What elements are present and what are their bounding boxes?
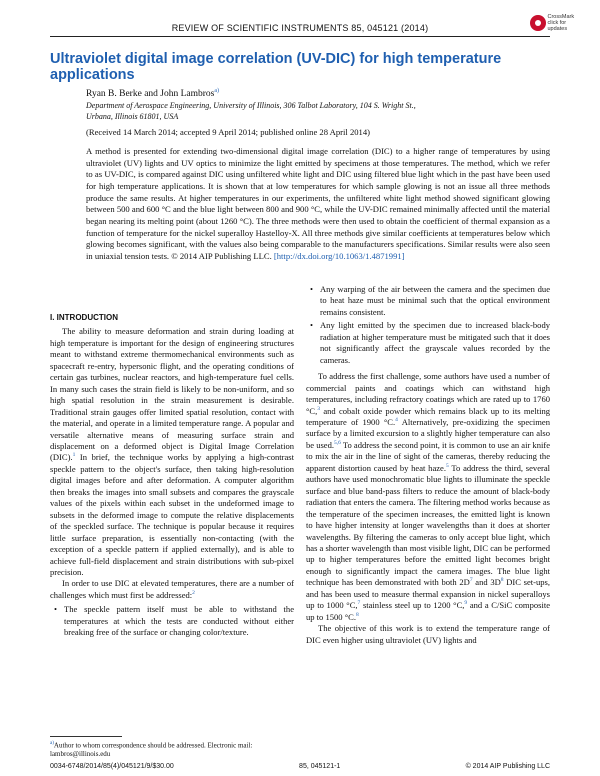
section-heading: I. INTRODUCTION [50, 313, 118, 322]
citation-ref[interactable]: 5,6 [334, 440, 341, 447]
citation-ref[interactable]: 8 [355, 611, 359, 618]
challenge-item-1: • The speckle pattern itself must be able to withstand the temperatures at which the tests are conducted without either breaking free of the surface or changing color/texture. [64, 604, 294, 638]
p3-b: and cobalt oxide powder which remains black up to its melting temperature of 1900 °C. [306, 405, 550, 427]
author-list [86, 88, 219, 99]
citation-ref[interactable]: 8 [500, 577, 504, 584]
intro-p2-text: In order to use DIC at elevated temperatures, there are a number of challenges which must first be addressed: [50, 578, 294, 600]
challenge-item-3: • Any light emitted by the specimen due to increased black-body radiation at higher temperature must be mitigated such that it does not significantly affect the grayscale values recorded by the cameras. [320, 320, 550, 366]
p3-g: DIC set-ups, and has been used to measure thermal expansion in nickel superalloys up to 1000 °C, [306, 577, 551, 611]
footnote-rule [50, 736, 122, 737]
citation-ref[interactable]: 5 [445, 462, 449, 469]
citation-ref[interactable]: 7 [357, 600, 361, 607]
right-column [306, 284, 550, 646]
affiliation-line2: Urbana, Illinois 61801, USA [86, 112, 179, 121]
p3-e: To address the third, several authors have used monochromatic blue lights to illuminate the speckle surface and blue band-pass filters to reduce the amount of black-body radiation that enters the camera. The filtering method works because as the temperature of the specimen increases, the emitted light is known to have higher intensity at longer wavelengths than it does at shorter wavelengths. By filtering the cameras to only accept blue light, which has a shorter wavelength than most visible light, DIC can be performed up to higher temperatures before the emitted light becomes bright enough to significantly impact the camera images. The blue light technique has been demonstrated with both 2D [306, 462, 550, 588]
footer-page-number: 85, 045121-1 [299, 763, 341, 770]
crossmark-icon [530, 15, 546, 31]
intro-paragraph-3 [306, 371, 550, 623]
page-footer [50, 763, 550, 770]
header-rule [50, 36, 550, 37]
crossmark-badge[interactable] [530, 12, 586, 34]
challenge-list-continued [306, 284, 550, 366]
doi-link[interactable]: [http://dx.doi.org/10.1063/1.4871991] [273, 250, 405, 261]
citation-ref[interactable]: 1 [72, 452, 76, 459]
intro-p1-cont: In brief, the technique works by applying a high-contrast speckle pattern to the object's surface, then taking high-resolution digital images before and after deformation. A computer algorithm then breaks the images into small subsets and compares the grayscale values of the pixels within each subset in the undeformed image to subsets in the deformed image to compute the relative displacements of the speckled surface. The technique is popular because it requires little surface preparation, is essentially non-contacting (with the exception of a speckle pattern if applied externally), and is able to achieve full-field displacement and strain distributions with sub-pixel precision. [50, 452, 294, 577]
author-footnote-mark[interactable]: a) [214, 88, 220, 94]
affiliation [86, 100, 536, 122]
left-column [50, 312, 294, 642]
intro-p1-text: The ability to measure deformation and strain during loading at high temperature is important for the design of engineering structures meant to withstand extreme thermomechanical environments such as spacecraft re-entry, hypersonic flight, and the operating conditions of certain gas turbines, nuclear reactors, and high-temperature fuel cells. In many such cases the strain field is likely to be non-uniform, and so high spatial resolution in the strain measurement is desirable. Traditional strain gauges offer limited spatial resolution, contact with the material, and operate in a limited temperature range. A popular and versatile alternative means of measuring surface strain and displacement on a deformed object is Digital Image Correlation (DIC). [50, 326, 294, 463]
footnote-text: Author to whom correspondence should be addressed. Electronic mail: lambros@illinois.edu [50, 741, 253, 759]
publication-dates: (Received 14 March 2014; accepted 9 April 2014; published online 28 April 2014) [86, 127, 371, 137]
footnote-mark: a) [50, 741, 54, 746]
crossmark-label [548, 14, 587, 32]
abstract-text: A method is presented for extending two-dimensional digital image correlation (DIC) to a higher range of temperatures by using ultraviolet (UV) lights and UV optics to minimize the light emitted by specimens at those temperatures. The method, which we refer to as UV-DIC, is compared against DIC using unfiltered white light and DIC using filtered blue light which in the past have been used for high temperature applications. It is shown that at low temperatures for which sample glowing is not an issue all three methods produce the same results. At higher temperatures in our experiments, the unfiltered white light method showed significant glowing between 500 and 600 °C and the blue light between 800 and 900 °C, while the UV-DIC remained minimally affected until the material began nearing its melting point (about 1260 °C). The three methods were then used to obtain the coefficient of thermal expansion as a function of temperature for the nickel superalloy Hastelloy-X. All three methods give similar coefficients at temperatures below which glowing becomes significant, with the values also being comparable to the manufacturers specifications. Similar results were also seen in uniaxial tension tests. © 2014 AIP Publishing LLC. [86, 146, 550, 261]
intro-paragraph-4: The objective of this work is to extend the temperature range of DIC even higher using ultraviolet (UV) lights and [306, 623, 550, 645]
footer-issn: 0034-6748/2014/85(4)/045121/9/$30.00 [50, 763, 174, 770]
p3-i: and a C/SiC composite up to 1500 °C. [306, 600, 550, 622]
challenge-item-2: • Any warping of the air between the camera and the specimen due to heat haze must be minimal such that the optical environment remains consistent. [320, 284, 550, 318]
citation-ref[interactable]: 4 [395, 417, 398, 424]
p3-a: To address the first challenge, some authors have used a number of commercial paints and coatings which can withstand high temperatures, including refractory coatings which are rated up to 1760 °C, [306, 371, 550, 416]
author-names: Ryan B. Berke and John Lambros [86, 89, 215, 100]
author-footnote [50, 739, 294, 759]
paper-title: Ultraviolet digital image correlation (UV-DIC) for high temperature applications [50, 51, 502, 83]
affiliation-line1: Department of Aerospace Engineering, University of Illinois, 306 Talbot Laboratory, 104 S. Wright St., [86, 101, 416, 110]
journal-header: REVIEW OF SCIENTIFIC INSTRUMENTS 85, 045121 (2014) [171, 23, 429, 33]
challenge-list [50, 604, 294, 638]
p3-c: Alternatively, pre-oxidizing the specimen surface by a limited excursion to a slightly higher temperature can also be used. [306, 416, 550, 450]
p3-d: To address the second point, it is common to use an air knife to mix the air in the line of sight of the cameras, thereby reducing the apparent distortion caused by heat haze. [306, 439, 550, 473]
citation-ref[interactable]: 2 [192, 590, 195, 597]
crossmark-line1: CrossMark [547, 14, 575, 20]
p3-f: and 3D [472, 577, 501, 588]
citation-ref[interactable]: 3 [317, 405, 321, 412]
citation-ref[interactable]: 7 [469, 577, 473, 584]
citation-ref[interactable]: 9 [464, 600, 468, 607]
abstract [86, 146, 550, 263]
p3-h: stainless steel up to 1200 °C, [360, 600, 465, 611]
intro-paragraph-1 [50, 326, 294, 578]
intro-paragraph-2 [50, 578, 294, 601]
footer-copyright: © 2014 AIP Publishing LLC [465, 763, 550, 770]
crossmark-line2: click for updates [547, 20, 568, 32]
